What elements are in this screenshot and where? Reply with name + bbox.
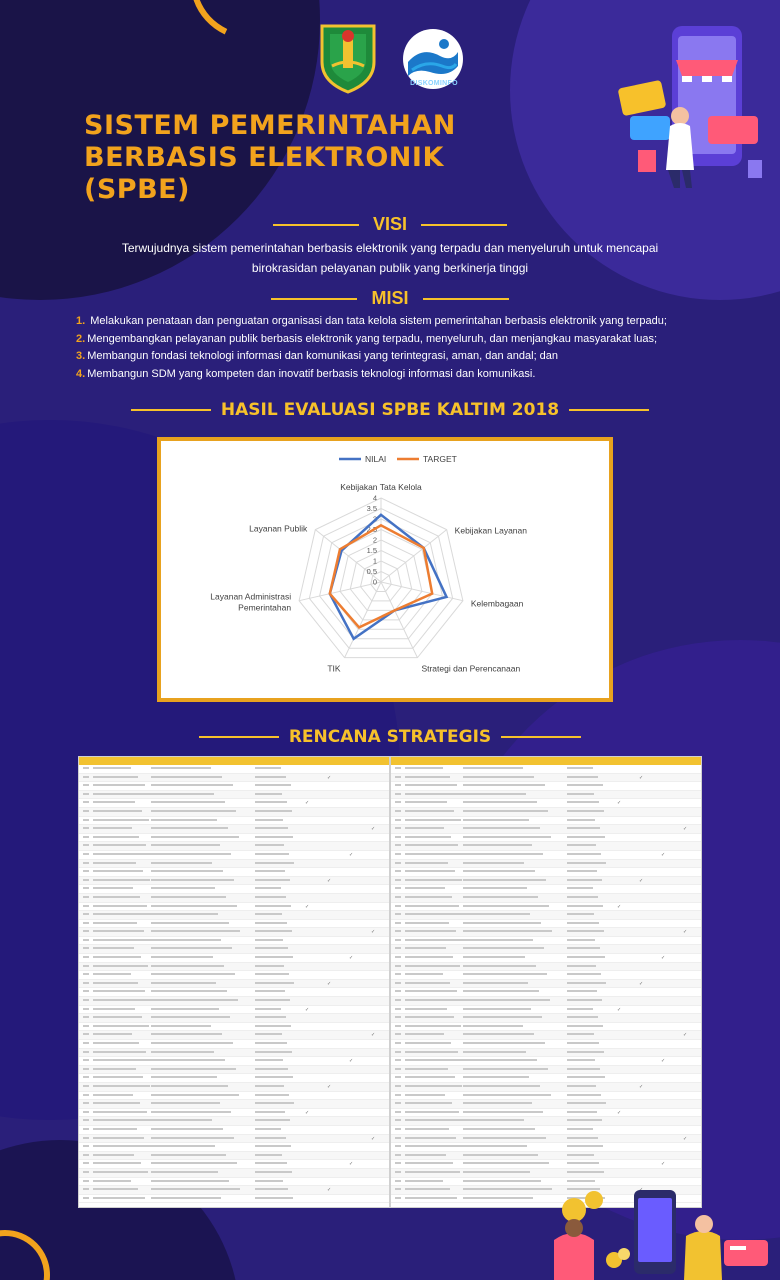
check-icon: ✓	[617, 903, 622, 910]
table-row	[391, 911, 701, 920]
table-row	[79, 1178, 389, 1187]
table-row	[79, 1074, 389, 1083]
table-row	[391, 1023, 701, 1032]
table-row	[391, 877, 701, 886]
table-row	[79, 1152, 389, 1161]
table-row	[391, 928, 701, 937]
table-row	[391, 851, 701, 860]
table-row	[79, 1160, 389, 1169]
check-icon: ✓	[661, 1161, 666, 1168]
table-row	[79, 1100, 389, 1109]
radar-category-label: TIK	[327, 663, 341, 674]
table-row	[79, 1126, 389, 1135]
table-row	[79, 799, 389, 808]
check-icon: ✓	[371, 929, 376, 936]
table-row	[79, 963, 389, 972]
table-row	[391, 954, 701, 963]
table-row	[79, 1195, 389, 1204]
rencana-heading: RENCANA STRATEGIS	[0, 727, 780, 747]
table-row	[391, 782, 701, 791]
rencana-table-left	[78, 756, 390, 1208]
table-row	[391, 1143, 701, 1152]
table-row	[79, 1014, 389, 1023]
radar-category-label: Kebijakan Tata Kelola	[340, 482, 422, 492]
table-row	[79, 988, 389, 997]
table-row	[391, 920, 701, 929]
check-icon: ✓	[327, 1083, 332, 1090]
table-row	[391, 774, 701, 783]
table-row	[391, 988, 701, 997]
check-icon: ✓	[327, 774, 332, 781]
table-row	[79, 954, 389, 963]
table-row	[79, 1169, 389, 1178]
ecommerce-illustration	[610, 20, 770, 190]
table-row	[79, 782, 389, 791]
rencana-table-right	[390, 756, 702, 1208]
check-icon: ✓	[617, 800, 622, 807]
table-row	[79, 1006, 389, 1015]
table-row	[79, 937, 389, 946]
check-icon: ✓	[349, 851, 354, 858]
radar-category-label: Kelembagaan	[470, 598, 524, 609]
check-icon: ✓	[349, 1161, 354, 1168]
radar-tick-label: 1	[372, 556, 377, 566]
table-row	[391, 937, 701, 946]
table-row	[79, 885, 389, 894]
radar-category-label: Strategi dan Perencanaan	[421, 663, 521, 674]
kaltim-emblem-logo	[316, 18, 380, 94]
check-icon: ✓	[639, 980, 644, 987]
table-row	[391, 971, 701, 980]
misi-item: 1. Melakukan penataan dan penguatan organisasi dan tata kelola sistem pemerintahan berbasis elektronik yang terpadu;	[76, 315, 667, 327]
table-row	[79, 997, 389, 1006]
table-row	[79, 894, 389, 903]
visi-line-2: birokrasidan pelayanan publik yang berkinerja tinggi	[251, 261, 529, 275]
table-row	[79, 1109, 389, 1118]
diskominfo-logo	[400, 18, 466, 100]
table-row	[391, 1126, 701, 1135]
check-icon: ✓	[617, 1109, 622, 1116]
table-row	[79, 1135, 389, 1144]
table-row	[391, 1057, 701, 1066]
table-row	[391, 997, 701, 1006]
table-row	[79, 774, 389, 783]
table-row	[391, 1049, 701, 1058]
table-row	[391, 817, 701, 826]
table-row	[391, 1066, 701, 1075]
table-row	[391, 1031, 701, 1040]
check-icon: ✓	[661, 1058, 666, 1065]
check-icon: ✓	[639, 877, 644, 884]
table-row	[79, 1057, 389, 1066]
table-row	[79, 851, 389, 860]
radar-tick-label: 3	[372, 514, 377, 524]
table-row	[79, 1049, 389, 1058]
table-row	[391, 980, 701, 989]
hasil-heading: HASIL EVALUASI SPBE KALTIM 2018	[0, 400, 780, 420]
table-row	[391, 1040, 701, 1049]
table-row	[391, 791, 701, 800]
table-row	[79, 817, 389, 826]
table-row	[391, 860, 701, 869]
table-row	[79, 920, 389, 929]
table-row	[391, 1109, 701, 1118]
table-row	[391, 808, 701, 817]
table-row	[79, 1143, 389, 1152]
misi-list	[76, 313, 756, 383]
people-illustration	[534, 1170, 774, 1280]
table-header	[79, 757, 389, 765]
table-row	[391, 825, 701, 834]
misi-item: 4. Membangun SDM yang kompeten dan inovatif berbasis teknologi informasi dan komunikasi.	[76, 367, 536, 380]
page-title	[84, 110, 504, 206]
check-icon: ✓	[661, 851, 666, 858]
check-icon: ✓	[349, 955, 354, 962]
table-row	[391, 834, 701, 843]
check-icon: ✓	[683, 929, 688, 936]
table-row	[79, 1066, 389, 1075]
radar-tick-label: 2	[372, 535, 377, 545]
check-icon: ✓	[639, 774, 644, 781]
radar-chart	[157, 437, 613, 702]
table-row	[391, 885, 701, 894]
table-row	[79, 911, 389, 920]
check-icon: ✓	[617, 1006, 622, 1013]
check-icon: ✓	[305, 1006, 310, 1013]
check-icon: ✓	[327, 980, 332, 987]
table-row	[391, 1006, 701, 1015]
table-row	[79, 791, 389, 800]
diskominfo-label: DISKOMINFO	[410, 80, 458, 87]
table-row	[79, 928, 389, 937]
check-icon: ✓	[683, 1135, 688, 1142]
visi-text	[90, 238, 690, 278]
table-row	[79, 903, 389, 912]
table-row	[79, 1092, 389, 1101]
radar-tick-label: 1.5	[366, 546, 377, 555]
legend-label: NILAI	[365, 454, 387, 464]
check-icon: ✓	[683, 826, 688, 833]
table-row	[391, 765, 701, 774]
check-icon: ✓	[371, 826, 376, 833]
table-row	[79, 1186, 389, 1195]
table-row	[391, 1092, 701, 1101]
table-row	[79, 971, 389, 980]
radar-tick-label: 4	[372, 493, 377, 503]
table-row	[79, 1040, 389, 1049]
table-row	[79, 842, 389, 851]
table-row	[391, 1014, 701, 1023]
table-row	[79, 980, 389, 989]
table-row	[79, 868, 389, 877]
table-row	[391, 1100, 701, 1109]
misi-heading: MISI	[0, 288, 780, 309]
misi-item: 3. Membangun fondasi teknologi informasi dan komunikasi yang terintegrasi, aman, dan andal; dan	[76, 350, 559, 362]
check-icon: ✓	[371, 1135, 376, 1142]
table-row	[391, 894, 701, 903]
check-icon: ✓	[349, 1058, 354, 1065]
check-icon: ✓	[305, 903, 310, 910]
table-row	[391, 1152, 701, 1161]
visi-heading: VISI	[0, 214, 780, 235]
radar-tick-label: 0	[372, 577, 377, 587]
title-line-3: (SPBE)	[84, 174, 190, 205]
legend-label: TARGET	[423, 454, 457, 464]
radar-tick-label: 3.5	[366, 504, 377, 513]
check-icon: ✓	[683, 1032, 688, 1039]
table-row	[79, 945, 389, 954]
table-row	[391, 945, 701, 954]
table-row	[79, 1031, 389, 1040]
check-icon: ✓	[371, 1032, 376, 1039]
check-icon: ✓	[661, 955, 666, 962]
table-row	[79, 1117, 389, 1126]
table-row	[79, 877, 389, 886]
table-row	[79, 1023, 389, 1032]
check-icon: ✓	[327, 1187, 332, 1194]
check-icon: ✓	[327, 877, 332, 884]
radar-tick-label: 2.5	[366, 525, 377, 534]
table-row	[391, 799, 701, 808]
radar-tick-label: 0.5	[366, 567, 377, 576]
title-line-1: SISTEM PEMERINTAHAN	[84, 110, 456, 141]
table-row	[79, 1083, 389, 1092]
table-header	[391, 757, 701, 765]
table-row	[391, 1083, 701, 1092]
visi-line-1: Terwujudnya sistem pemerintahan berbasis elektronik yang terpadu dan menyeluruh untuk mencapai	[121, 241, 659, 255]
table-row	[79, 765, 389, 774]
table-row	[391, 1135, 701, 1144]
check-icon: ✓	[305, 800, 310, 807]
title-line-2: BERBASIS ELEKTRONIK	[84, 142, 444, 173]
radar-category-label: Layanan Administrasi Pemerintahan	[210, 591, 292, 613]
radar-category-label: Layanan Publik	[249, 523, 308, 534]
table-row	[391, 903, 701, 912]
check-icon: ✓	[639, 1083, 644, 1090]
check-icon: ✓	[305, 1109, 310, 1116]
table-row	[391, 963, 701, 972]
misi-item: 2. Mengembangkan pelayanan publik berbasis elektronik yang terpadu, menyeluruh, dan menjangkau masyarakat luas;	[76, 332, 658, 345]
table-row	[79, 834, 389, 843]
table-row	[391, 842, 701, 851]
table-row	[391, 1160, 701, 1169]
radar-category-label: Kebijakan Layanan	[454, 525, 527, 536]
table-row	[391, 1117, 701, 1126]
table-row	[79, 860, 389, 869]
table-row	[391, 1074, 701, 1083]
table-row	[79, 825, 389, 834]
table-row	[79, 808, 389, 817]
radar-chart-svg	[161, 441, 609, 698]
table-row	[391, 868, 701, 877]
